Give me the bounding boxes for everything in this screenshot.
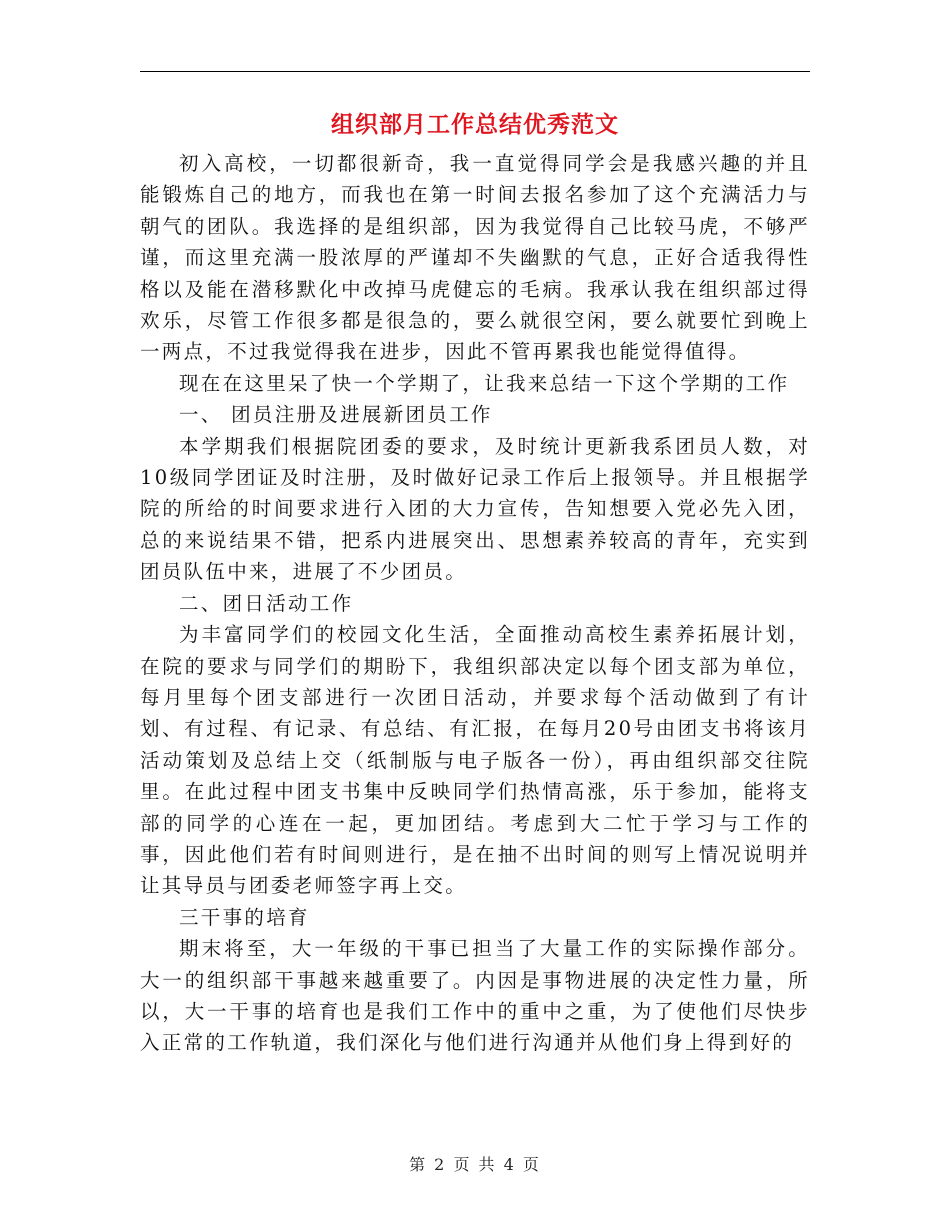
page-number-footer: 第 2 页 共 4 页 <box>409 1155 541 1174</box>
header-rule <box>140 71 810 72</box>
document-title: 组织部月工作总结优秀范文 <box>331 112 619 138</box>
paragraph-summary-intro: 现在在这里呆了快一个学期了，让我来总结一下这个学期的工作 <box>179 371 790 395</box>
paragraph-intro: 初入高校，一切都很新奇，我一直觉得同学会是我感兴趣的并且能锻炼自己的地方，而我也在第一时间去报名参加了这个充满活力与朝气的团队。我选择的是组织部，因为我觉得自己比较马虎，不够严谨，而这里充满一股浓厚的严谨却不失幽默的气息，正好合适我得性格以及能在潜移默化中改掉马虎健忘的毛病。我承认我在组织部过得欢乐，尽管工作很多都是很急的，要么就很空闲，要么就要忙到晚上一两点，不过我觉得我在进步，因此不管再累我也能觉得值得。 <box>140 152 810 364</box>
section-heading-1: 一、 团员注册及进展新团员工作 <box>179 403 493 427</box>
paragraph-section-3: 期末将至，大一年级的干事已担当了大量工作的实际操作部分。大一的组织部干事越来越重要了。内因是事物进展的决定性力量，所以，大一干事的培育也是我们工作中的重中之重，为了使他们尽快步入正常的工作轨道，我们深化与他们进行沟通并从他们身上得到好的 <box>140 937 810 1055</box>
section-heading-2: 二、团日活动工作 <box>179 591 354 615</box>
section-heading-3: 三干事的培育 <box>179 905 310 929</box>
paragraph-section-1: 本学期我们根据院团委的要求，及时统计更新我系团员人数，对10级同学团证及时注册，及时做好记录工作后上报领导。并且根据学院的所给的时间要求进行入团的大力宣传，告知想要入党必先入团，总的来说结果不错，把系内进展突出、思想素养较高的青年，充实到团员队伍中来，进展了不少团员。 <box>140 434 810 584</box>
paragraph-section-2: 为丰富同学们的校园文化生活，全面推动高校生素养拓展计划，在院的要求与同学们的期盼下，我组织部决定以每个团支部为单位，每月里每个团支部进行一次团日活动，并要求每个活动做到了有计划、有过程、有记录、有总结、有汇报，在每月20号由团支书将该月活动策划及总结上交（纸制版与电子版各一份），再由组织部交往院里。在此过程中团支书集中反映同学们热情高涨，乐于参加，能将支部的同学的心连在一起，更加团结。考虑到大二忙于学习与工作的事，因此他们若有时间则进行，是在抽不出时间的则写上情况说明并让其导员与团委老师签字再上交。 <box>140 623 810 898</box>
document-body <box>140 148 810 1059</box>
